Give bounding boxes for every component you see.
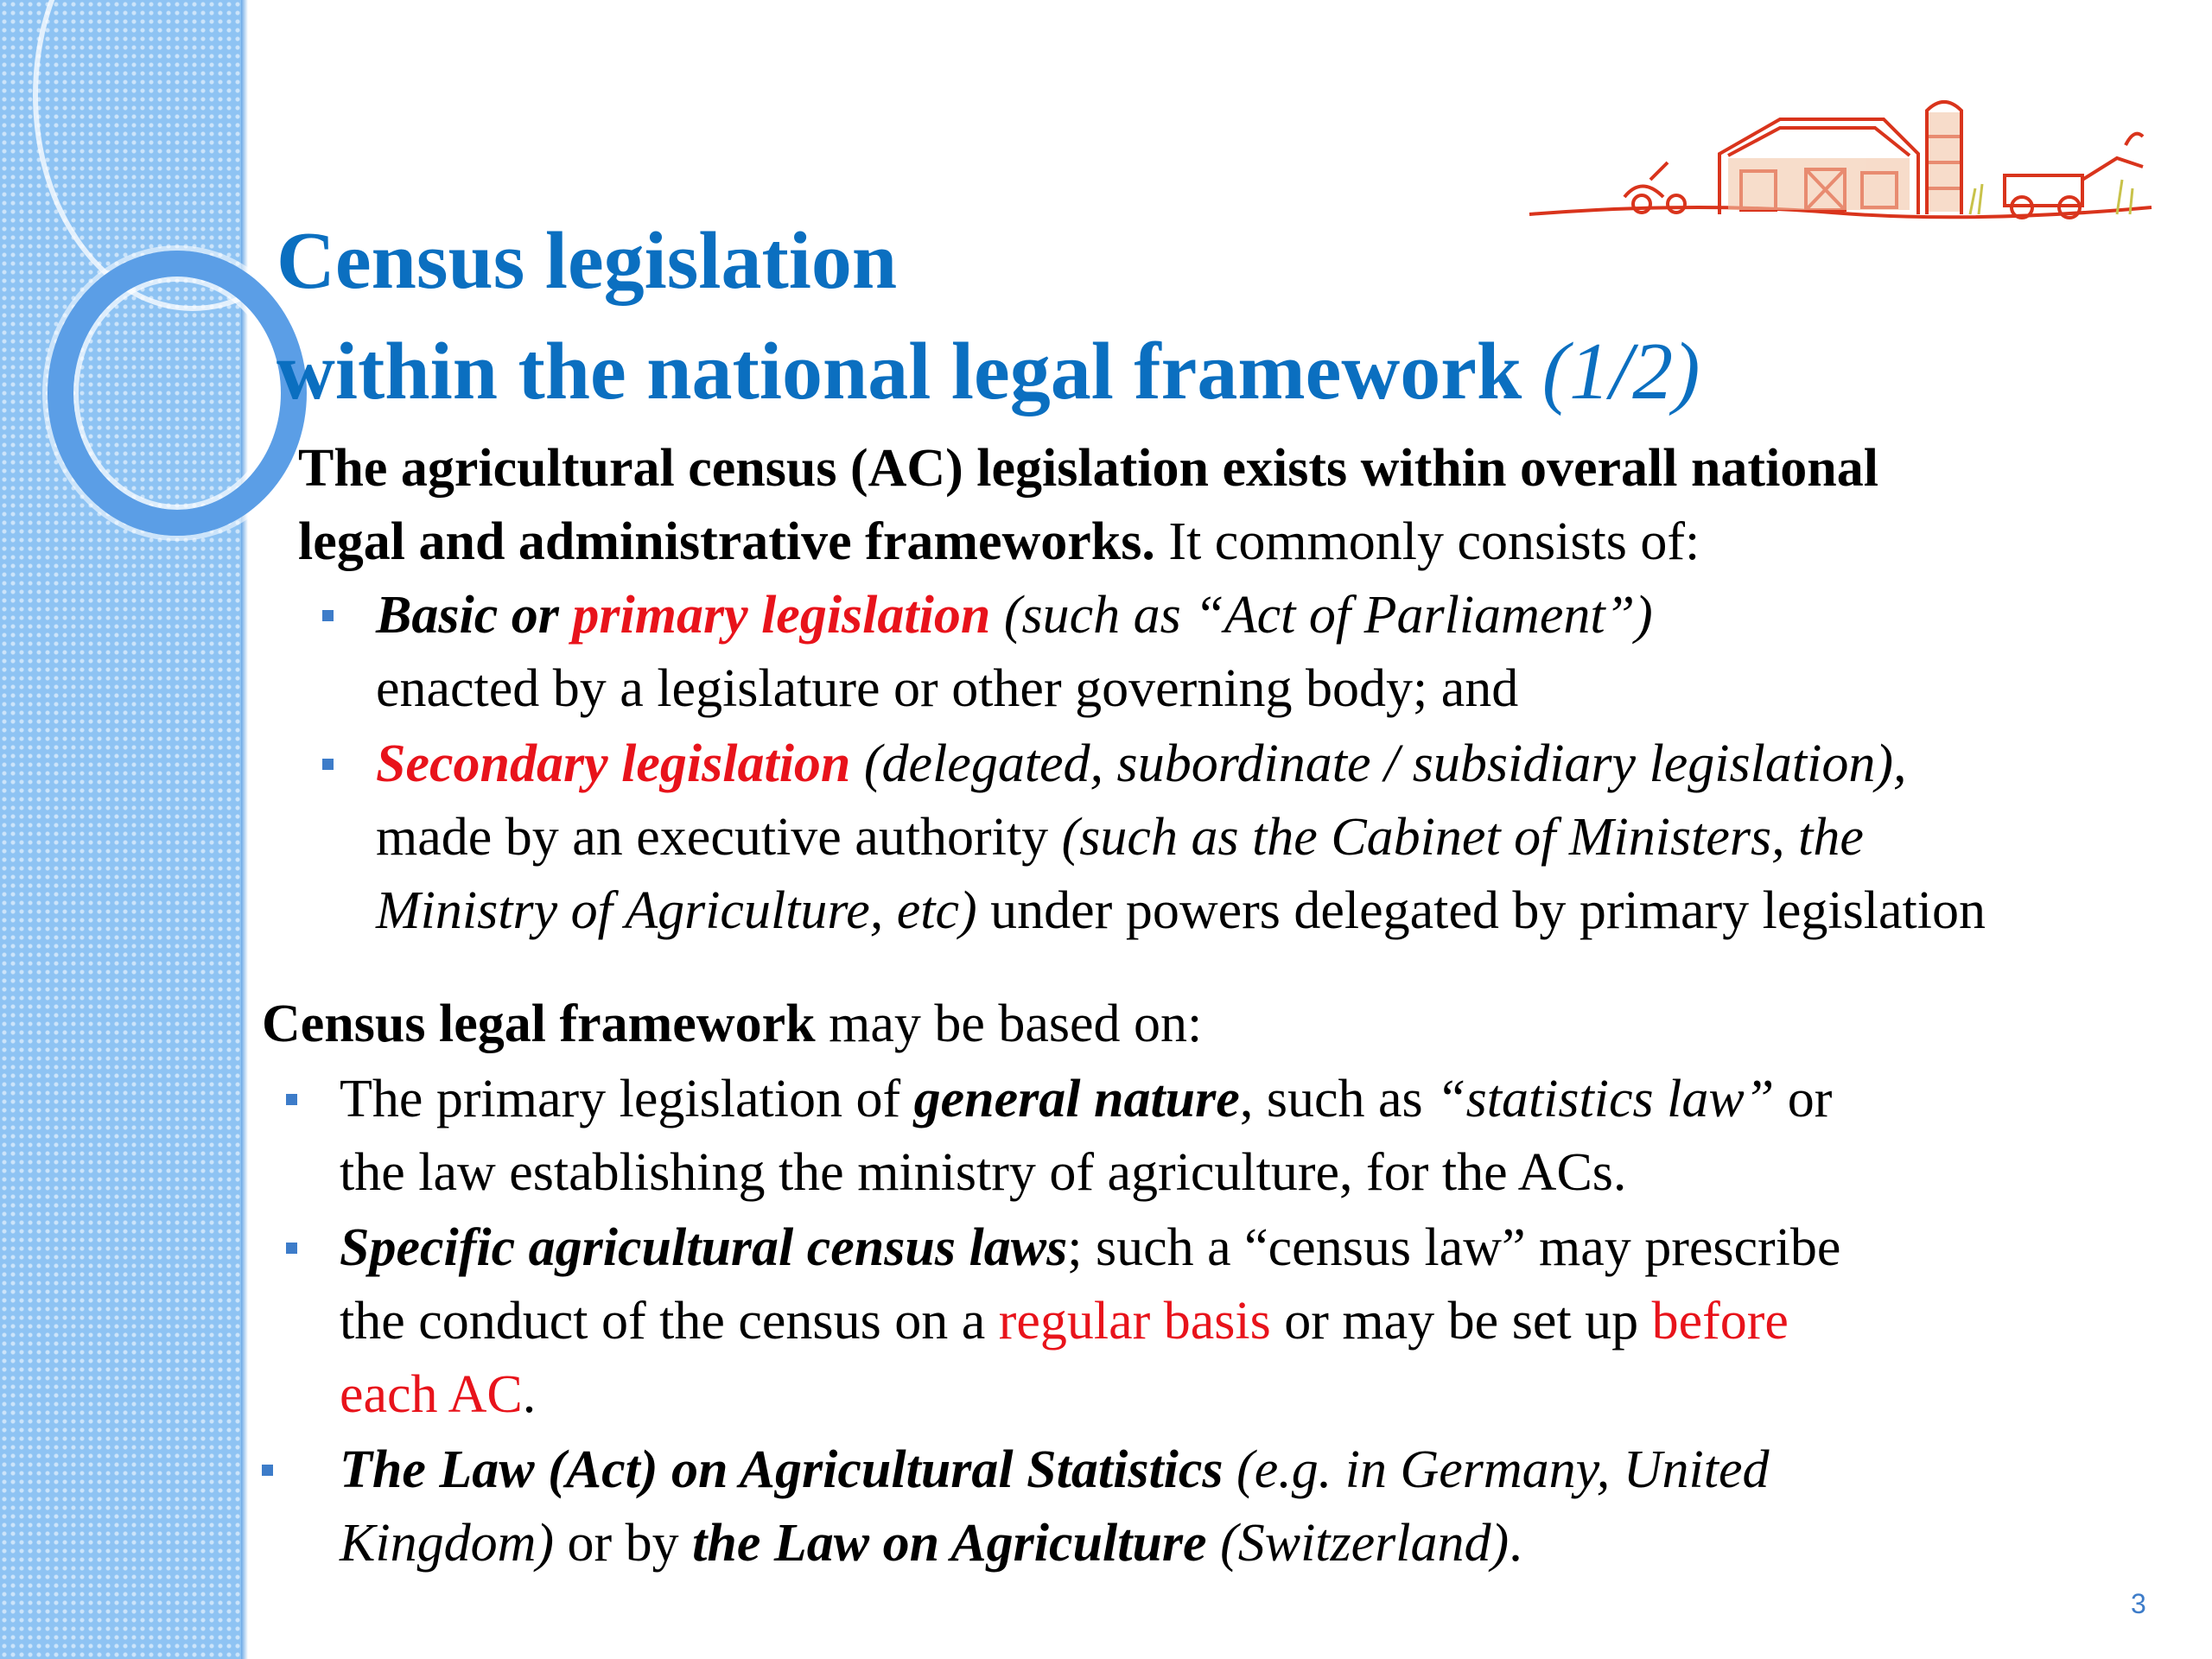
intro-bold-2: legal and administrative frameworks. xyxy=(298,512,1155,571)
square-bullet-icon xyxy=(286,1243,297,1254)
bullet-a2-italic-3: Ministry of Agriculture, etc) xyxy=(376,881,977,940)
square-bullet-icon xyxy=(286,1094,297,1105)
bullet-b1-text-2: , such as xyxy=(1239,1070,1437,1128)
intro-rest: It commonly consists of: xyxy=(1154,512,1700,571)
bullet-b3-bold-italic: The Law (Act) on Agricultural Statistics xyxy=(340,1440,1224,1499)
decorative-ring-middle xyxy=(48,251,307,536)
bullet-a1-bold: Basic or xyxy=(376,586,573,645)
bullet-b1-italic: “statistics law” xyxy=(1436,1070,1775,1128)
bullet-a2-plain: made by an executive authority xyxy=(376,808,1062,867)
bullet-b3-italic-2: Kingdom) xyxy=(340,1514,554,1573)
bullet-a1-line1 xyxy=(376,579,1653,652)
bullet-b2-red-2: before xyxy=(1651,1292,1789,1351)
square-bullet-icon xyxy=(262,1465,273,1476)
bullet-a2-italic-2: (such as the Cabinet of Ministers, the xyxy=(1061,808,1864,867)
bullet-b3-line2 xyxy=(340,1507,1522,1580)
square-bullet-icon xyxy=(322,759,334,770)
framework-bold: Census legal framework xyxy=(262,995,816,1053)
bullet-a2-plain-3: under powers delegated by primary legislation xyxy=(976,881,1986,940)
bullet-b2-red-3: each AC xyxy=(340,1365,523,1424)
square-bullet-icon xyxy=(322,610,334,621)
title-line-2-text: within the national legal framework xyxy=(276,327,1522,416)
page-number: 3 xyxy=(2131,1588,2146,1619)
bullet-b2-text-2: the conduct of the census on a xyxy=(340,1292,999,1351)
title-part: (1/2) xyxy=(1541,327,1700,416)
bullet-a1-red: primary legislation xyxy=(572,586,991,645)
bullet-b1-text-1: The primary legislation of xyxy=(340,1070,914,1128)
title-line-2 xyxy=(276,316,1700,427)
bullet-b2-red-1: regular basis xyxy=(998,1292,1271,1351)
bullet-b2-text-3: or may be set up xyxy=(1270,1292,1652,1351)
intro-bold-1: The agricultural census (AC) legislation exists within overall national xyxy=(298,439,1878,498)
bullet-a2-line2 xyxy=(376,801,1864,874)
bullet-b2-line3 xyxy=(340,1358,536,1432)
bullet-b3-italic-3: (Switzerland) xyxy=(1206,1514,1510,1573)
bullet-b1-line2: the law establishing the ministry of agriculture, for the ACs. xyxy=(340,1143,1627,1202)
bullet-b2-line1 xyxy=(340,1211,1840,1285)
bullet-a2-line1 xyxy=(376,728,1906,801)
bullet-b3-line1 xyxy=(340,1433,1769,1507)
intro-line-1 xyxy=(298,432,1878,505)
bullet-b2-end: . xyxy=(522,1365,537,1424)
framework-heading xyxy=(262,988,1202,1061)
bullet-b3-plain: or by xyxy=(554,1514,693,1573)
bullet-a2-italic: (delegated, subordinate / subsidiary legislation), xyxy=(850,734,1907,793)
bullet-a2-line3 xyxy=(376,874,1986,948)
bullet-a2-red: Secondary legislation xyxy=(376,734,851,793)
bullet-b2-text: ; such a “census law” may prescribe xyxy=(1067,1218,1841,1277)
title-line-1: Census legislation xyxy=(276,216,898,306)
framework-rest: may be based on: xyxy=(815,995,1203,1053)
bullet-b1-text-3: or xyxy=(1774,1070,1833,1128)
bullet-b3-bold-italic-2: the Law on Agriculture xyxy=(692,1514,1207,1573)
bullet-b3-end: . xyxy=(1509,1514,1522,1573)
bullet-b1-line1 xyxy=(340,1063,1832,1136)
bullet-b2-line2 xyxy=(340,1285,1789,1358)
bullet-a1-line2: enacted by a legislature or other governing body; and xyxy=(376,659,1519,718)
bullet-b2-bold-italic: Specific agricultural census laws xyxy=(340,1218,1068,1277)
slide-title xyxy=(276,206,1700,427)
bullet-a1-italic: (such as “Act of Parliament”) xyxy=(990,586,1653,645)
intro-line-2 xyxy=(298,505,1700,579)
bullet-b1-bold-italic: general nature xyxy=(913,1070,1240,1128)
bullet-b3-italic: (e.g. in Germany, United xyxy=(1223,1440,1770,1499)
